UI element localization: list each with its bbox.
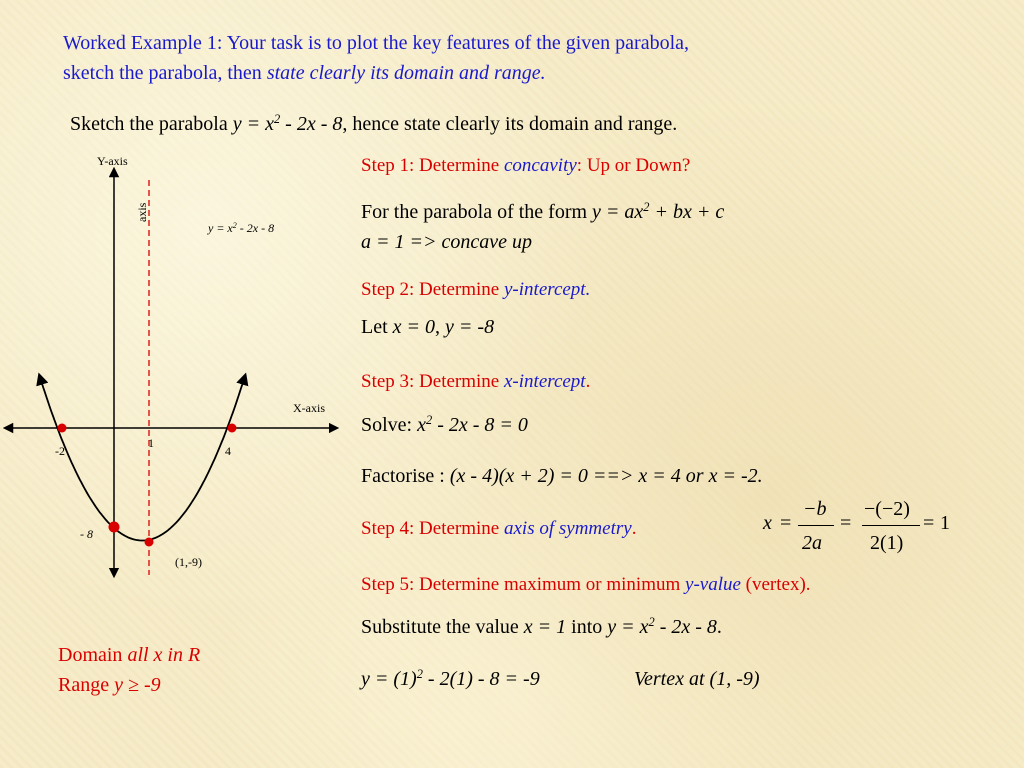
symmetry-formula bbox=[760, 496, 960, 556]
formula-eq-2: = bbox=[840, 512, 852, 534]
y-intercept-label-a: - bbox=[80, 527, 87, 541]
form-eq-a: y = ax bbox=[592, 201, 644, 223]
factorise-line bbox=[361, 465, 763, 488]
range-answer bbox=[58, 674, 161, 697]
substitute-eq-b: - 2x - 8 bbox=[654, 616, 717, 638]
solve-eq-x: x bbox=[417, 414, 427, 436]
range-value: y ≥ -9 bbox=[114, 674, 161, 696]
step-1-heading bbox=[361, 155, 690, 177]
formula-eq-3: = bbox=[923, 512, 935, 534]
form-text: For the parabola of the form bbox=[361, 201, 593, 223]
step-3-keyword: x-intercept bbox=[504, 371, 586, 392]
substitute-eq-sup: 2 bbox=[648, 615, 655, 630]
factorise-text: Factorise : bbox=[361, 465, 450, 487]
solve-eq-sup: 2 bbox=[426, 413, 433, 428]
domain-answer bbox=[58, 644, 200, 667]
formula-result: 1 bbox=[940, 512, 950, 534]
curve-label-a: y = x bbox=[208, 221, 233, 235]
curve-label-b: - 2x - 8 bbox=[236, 221, 275, 235]
parabola-graph bbox=[0, 145, 350, 585]
step-1-keyword: concavity bbox=[504, 155, 577, 176]
y-intercept-point bbox=[109, 522, 120, 533]
task-eq-rest: - 2x - 8 bbox=[280, 113, 343, 135]
formula-num-1: −b bbox=[803, 498, 827, 520]
substitute-text: Substitute the value bbox=[361, 616, 524, 638]
step-4-keyword: axis of symmetry bbox=[504, 518, 632, 539]
parabola-form bbox=[361, 201, 724, 224]
intro-line-1: Worked Example 1: Your task is to plot the key features of the given parabola, bbox=[63, 32, 690, 54]
solve-eq-rest: - 2x - 8 = 0 bbox=[432, 414, 528, 436]
factorise-result: (x - 4)(x + 2) = 0 ==> x = 4 or x = -2. bbox=[449, 465, 763, 487]
task-statement bbox=[70, 113, 677, 136]
formula-bar-2 bbox=[862, 525, 920, 526]
form-eq-sup: 2 bbox=[643, 200, 650, 215]
step-4-tail: . bbox=[631, 518, 637, 539]
range-label: Range bbox=[58, 674, 115, 696]
step-1-tail: : Up or Down? bbox=[576, 155, 691, 176]
task-eq-y: y = x bbox=[232, 113, 274, 135]
calc-a: y = (1) bbox=[361, 668, 417, 690]
tick-label-neg2: -2 bbox=[55, 444, 65, 458]
step-2-heading bbox=[361, 279, 590, 301]
form-eq-b: + bx + c bbox=[649, 201, 725, 223]
curve-label-sup: 2 bbox=[232, 221, 237, 230]
formula-eq-1: = bbox=[780, 512, 792, 534]
vertex-result: Vertex at (1, -9) bbox=[634, 668, 760, 690]
x-intercept-point-4 bbox=[228, 424, 237, 433]
domain-value: all x in R bbox=[127, 644, 201, 666]
let-text: Let bbox=[361, 316, 393, 338]
curve-label bbox=[207, 221, 274, 235]
y-intercept-work bbox=[361, 316, 494, 339]
step-3-tail: . bbox=[585, 371, 591, 392]
y-axis-label: Y-axis bbox=[97, 154, 128, 168]
task-text: Sketch the parabola bbox=[70, 113, 233, 135]
substitute-into: into bbox=[566, 616, 608, 638]
substitute-line bbox=[361, 616, 722, 639]
formula-den-1: 2a bbox=[802, 532, 822, 554]
task-eq-sup: 2 bbox=[273, 112, 281, 127]
substitute-period: . bbox=[716, 616, 722, 638]
formula-bar-1 bbox=[798, 525, 834, 526]
formula-num-2: −(−2) bbox=[864, 498, 910, 520]
symmetry-axis-label: axis bbox=[135, 202, 149, 222]
step-3-text: Step 3: Determine bbox=[361, 371, 504, 392]
solve-text: Solve: bbox=[361, 414, 418, 436]
tick-label-4: 4 bbox=[225, 444, 231, 458]
step-5-heading bbox=[361, 574, 811, 596]
step-4-text: Step 4: Determine bbox=[361, 518, 504, 539]
parabola-curve bbox=[40, 379, 244, 541]
step-2-keyword: y-intercept. bbox=[504, 279, 591, 300]
step-5-tail: (vertex). bbox=[740, 574, 811, 595]
let-y: y = -8 bbox=[445, 316, 495, 338]
calc-sup: 2 bbox=[416, 667, 423, 682]
intro-line-2 bbox=[63, 62, 546, 85]
tick-label-1: 1 bbox=[148, 436, 154, 450]
step-2-text: Step 2: Determine bbox=[361, 279, 504, 300]
substitute-x: x = 1 bbox=[523, 616, 567, 638]
step-5-text: Step 5: Determine maximum or minimum bbox=[361, 574, 686, 595]
substitute-eq-a: y = x bbox=[607, 616, 649, 638]
let-comma: , bbox=[435, 316, 446, 338]
let-x: x = 0 bbox=[392, 316, 436, 338]
step-3-heading bbox=[361, 371, 590, 393]
vertex-point bbox=[145, 538, 154, 547]
step-5-keyword: y-value bbox=[685, 574, 741, 595]
task-text-end: , hence state clearly its domain and range. bbox=[342, 113, 678, 135]
formula-x: x bbox=[763, 512, 772, 534]
vertex-label: (1,-9) bbox=[175, 555, 202, 569]
x-axis-label: X-axis bbox=[293, 401, 325, 415]
y-intercept-label-b: 8 bbox=[87, 527, 93, 541]
concavity-result: a = 1 => concave up bbox=[361, 231, 532, 253]
calc-b: - 2(1) - 8 = -9 bbox=[422, 668, 540, 690]
domain-label: Domain bbox=[58, 644, 128, 666]
formula-den-2: 2(1) bbox=[870, 532, 904, 554]
step-4-heading bbox=[361, 518, 636, 540]
solve-equation bbox=[361, 414, 528, 437]
step-1-text: Step 1: Determine bbox=[361, 155, 504, 176]
intro-line-2-text: sketch the parabola, then bbox=[63, 62, 267, 84]
y-intercept-label bbox=[80, 527, 93, 541]
intro-line-2-italic: state clearly its domain and range. bbox=[266, 62, 546, 84]
x-intercept-point-neg2 bbox=[58, 424, 67, 433]
vertex-calculation bbox=[361, 668, 540, 691]
